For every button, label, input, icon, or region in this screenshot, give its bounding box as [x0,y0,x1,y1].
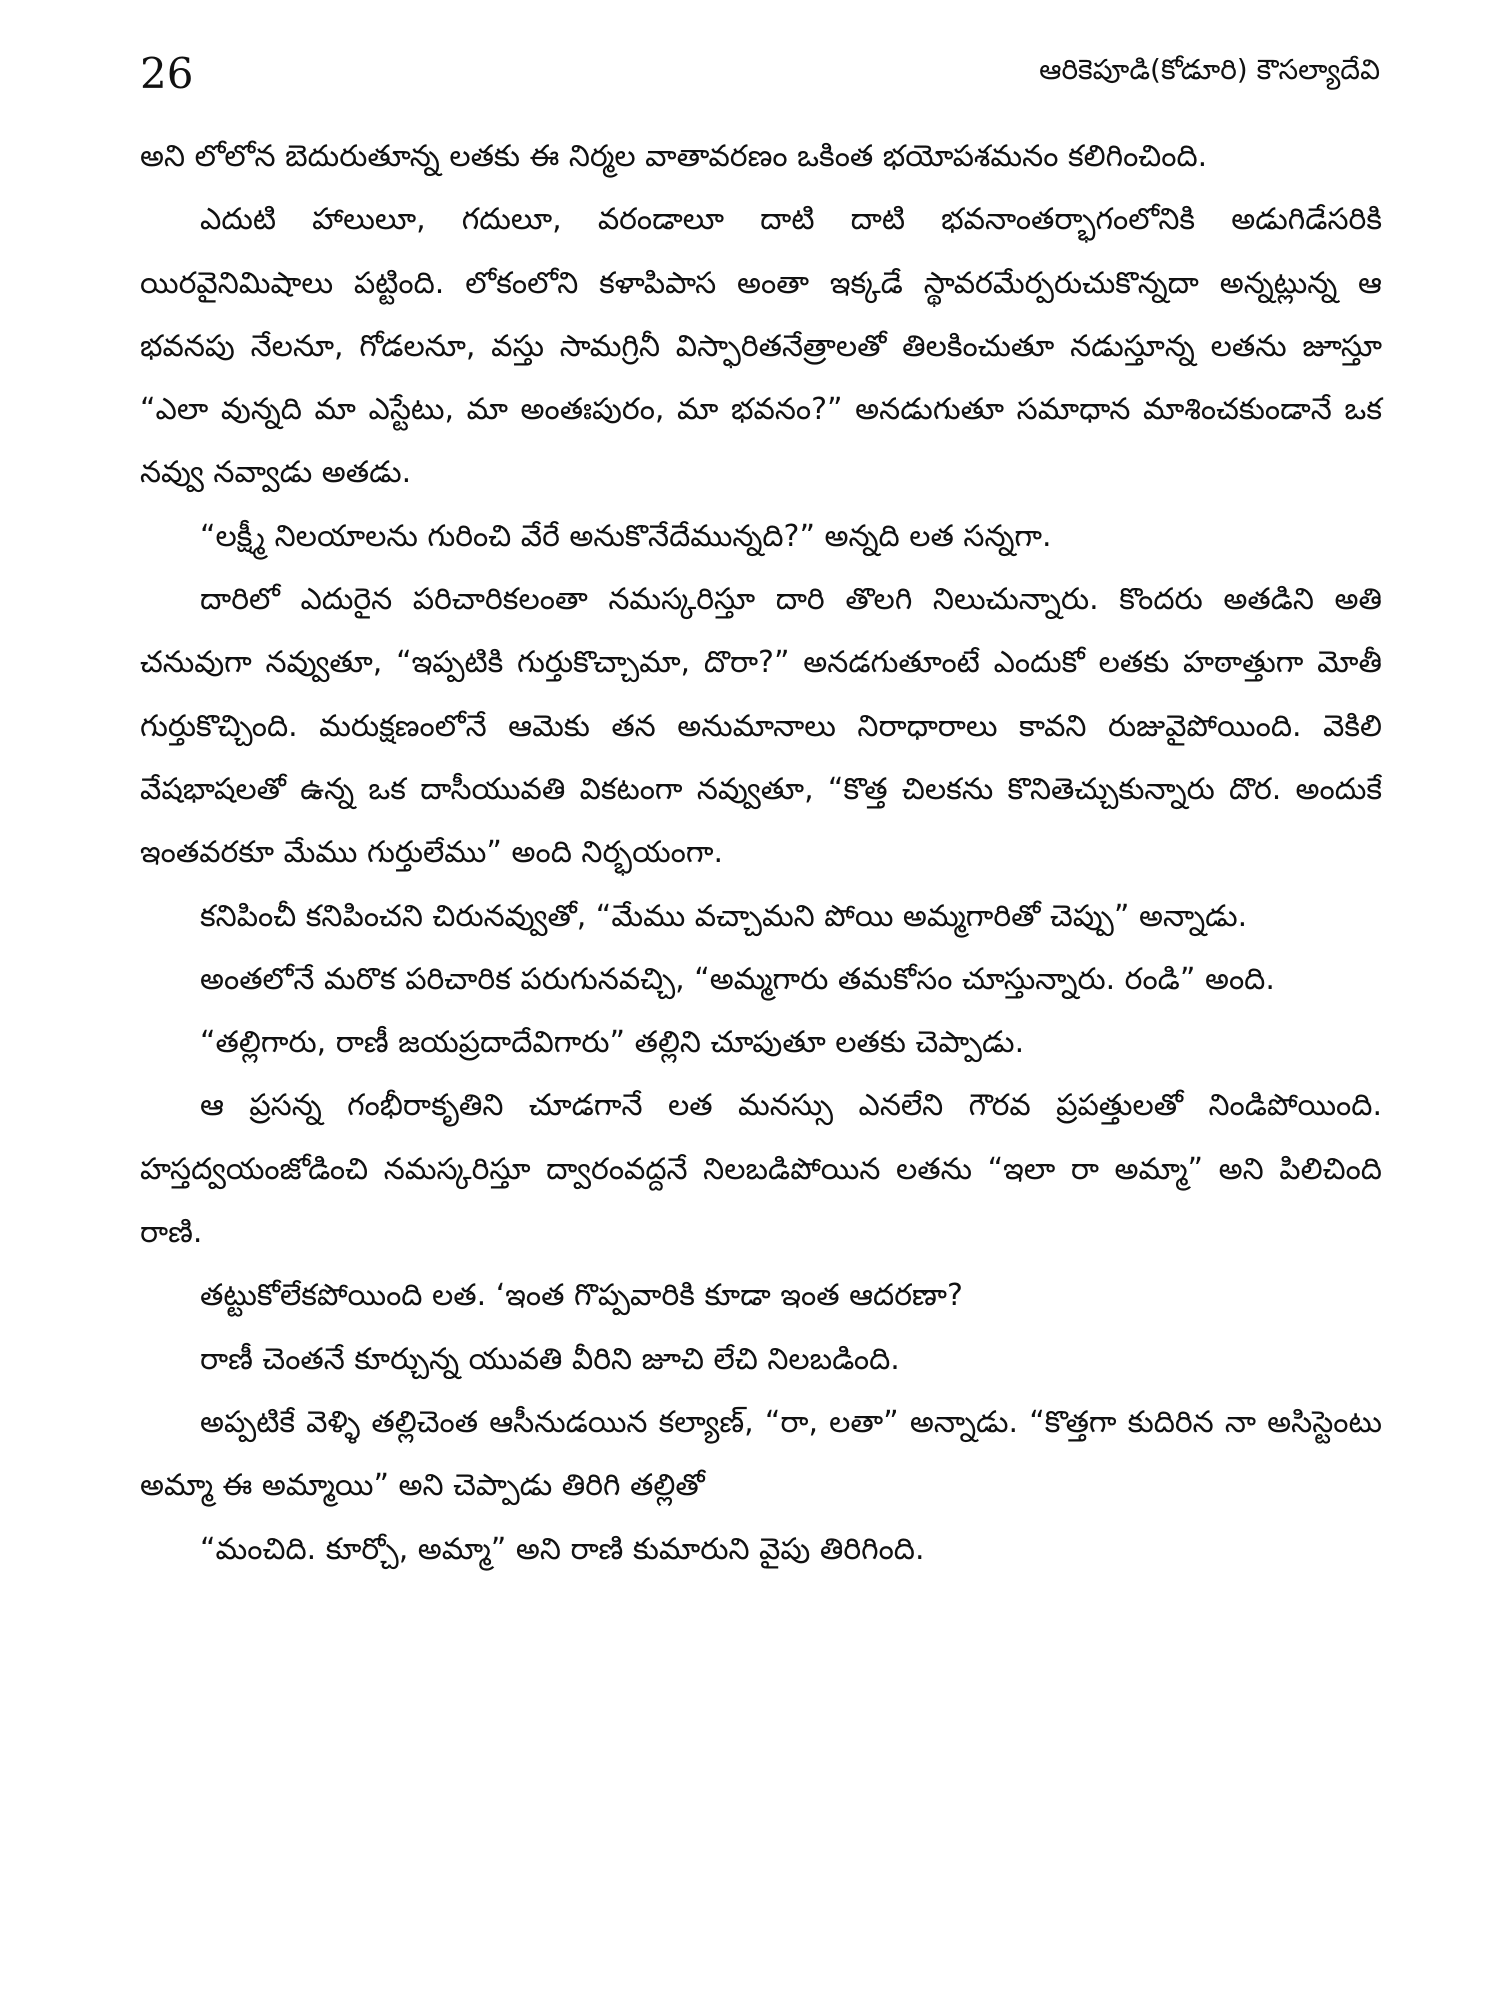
paragraph-4: దారిలో ఎదురైన పరిచారికలంతా నమస్కరిస్తూ దారి తొలగి నిలుచున్నారు. కొందరు అతడిని అతి చనువుగా నవ్వుతూ, “ఇప్పటికి గుర్తుకొచ్చామా, దొరా?” అనడగుతూంటే ఎందుకో లతకు హఠాత్తుగా మోతీ గుర్తుకొచ్చింది. మరుక్షణంలోనే ఆమెకు తన అనుమానాలు నిరాధారాలు కావని రుజువైపోయింది. వెకిలి వేషభాషలతో ఉన్న ఒక దాసీయువతి వికటంగా నవ్వుతూ, “కొత్త చిలకను కొనితెచ్చుకున్నారు దొర. అందుకే ఇంతవరకూ మేము గుర్తులేము” అంది నిర్భయంగా. [140,582,1382,871]
paragraph-1: అని లోలోన బెదురుతూన్న లతకు ఈ నిర్మల వాతావరణం ఒకింత భయోపశమనం కలిగించింది. [140,139,1208,174]
page-number: 26 [140,48,194,98]
paragraph-3: “లక్ష్మీ నిలయాలను గురించి వేరే అనుకొనేదేమున్నది?” అన్నది లత సన్నగా. [200,518,1052,554]
paragraph-6: అంతలోనే మరొక పరిచారిక పరుగునవచ్చి, “అమ్మగారు తమకోసం చూస్తున్నారు. రండి” అంది. [200,961,1275,997]
paragraph-11: అప్పటికే వెళ్ళి తల్లిచెంత ఆసీనుడయిన కల్యాణ్, “రా, లతా” అన్నాడు. “కొత్తగా కుదిరిన నా అసిస్టెంటు అమ్మా ఈ అమ్మాయి” అని చెప్పాడు తిరిగి తల్లితో [140,1404,1382,1504]
paragraph-2: ఎదుటి హాలులూ, గదులూ, వరండాలూ దాటి దాటి భవనాంతర్భాగంలోనికి అడుగిడేసరికి యిరవైనిమిషాలు పట్టింది. లోకంలోని కళాపిపాస అంతా ఇక్కడే స్థావరమేర్పరుచుకొన్నదా అన్నట్లున్న ఆ భవనపు నేలనూ, గోడలనూ, వస్తు సామగ్రినీ విస్ఫారితనేత్రాలతో తిలకించుతూ నడుస్తూన్న లతను జూస్తూ “ఎలా వున్నది మా ఎస్టేటు, మా అంతఃపురం, మా భవనం?” అనడుగుతూ సమాధాన మాశించకుండానే ఒక నవ్వు నవ్వాడు అతడు. [140,202,1382,491]
page-header [140,38,1380,108]
paragraph-12: “మంచిది. కూర్చో, అమ్మా” అని రాణి కుమారుని వైపు తిరిగింది. [200,1531,925,1567]
paragraph-8: ఆ ప్రసన్న గంభీరాకృతిని చూడగానే లత మనస్సు ఎనలేని గౌరవ ప్రపత్తులతో నిండిపోయింది. హస్తద్వయంజోడించి నమస్కరిస్తూ ద్వారంవద్దనే నిలబడిపోయిన లతను “ఇలా రా అమ్మా” అని పిలిచింది రాణి. [140,1088,1382,1251]
running-head: ఆరికెపూడి(కోడూరి) కౌసల్యాదేవి [1039,53,1380,86]
paragraph-9: తట్టుకోలేకపోయింది లత. ‘ఇంత గొప్పవారికి కూడా ఇంత ఆదరణా? [200,1278,963,1314]
paragraph-7: “తల్లిగారు, రాణీ జయప్రదాదేవిగారు” తల్లిని చూపుతూ లతకు చెప్పాడు. [200,1025,1025,1061]
body-text [140,125,1382,1980]
paragraph-5: కనిపించీ కనిపించని చిరునవ్వుతో, “మేము వచ్చామని పోయి అమ్మగారితో చెప్పు” అన్నాడు. [200,898,1248,934]
paragraph-10: రాణీ చెంతనే కూర్చున్న యువతి వీరిని జూచి లేచి నిలబడింది. [200,1341,900,1377]
